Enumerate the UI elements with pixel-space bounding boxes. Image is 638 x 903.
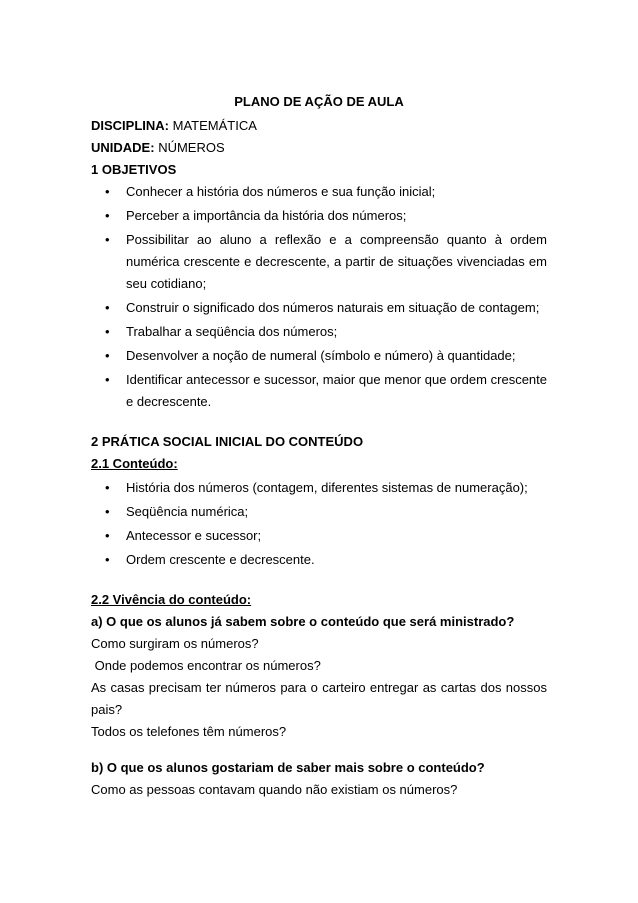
answer-a-4: Todos os telefones têm números? <box>91 724 287 739</box>
list-item <box>91 525 547 547</box>
bullet-icon: • <box>105 528 110 543</box>
list-item <box>91 297 547 319</box>
bullet-icon: • <box>105 480 110 495</box>
list-item-text: Desenvolver a noção de numeral (símbolo e número) à quantidade; <box>126 348 516 363</box>
vivencia-heading: 2.2 Vivência do conteúdo: <box>91 592 252 607</box>
unidade-label: UNIDADE: <box>91 140 155 155</box>
list-item-text: Seqüência numérica; <box>126 504 249 519</box>
bullet-icon: • <box>105 504 110 519</box>
bullet-icon: • <box>105 232 110 247</box>
objetivos-list <box>91 181 547 413</box>
question-a: a) O que os alunos já sabem sobre o conteúdo que será ministrado? <box>91 614 515 629</box>
list-item <box>91 345 547 367</box>
conteudo-heading: 2.1 Conteúdo: <box>91 456 178 471</box>
bullet-icon: • <box>105 300 110 315</box>
list-item-text: Perceber a importância da história dos números; <box>126 208 407 223</box>
list-item <box>91 501 547 523</box>
list-item <box>91 369 547 413</box>
list-item-text: Conhecer a história dos números e sua função inicial; <box>126 184 436 199</box>
disciplina-label: DISCIPLINA: <box>91 118 169 133</box>
list-item-text: Ordem crescente e decrescente. <box>126 552 315 567</box>
list-item <box>91 229 547 295</box>
answer-a-1: Como surgiram os números? <box>91 636 259 651</box>
list-item-text: Antecessor e sucessor; <box>126 528 262 543</box>
unidade-value: NÚMEROS <box>158 140 225 155</box>
list-item <box>91 205 547 227</box>
document-page <box>91 92 547 801</box>
answer-a-3: As casas precisam ter números para o carteiro entregar as cartas dos nossos pais? <box>91 680 547 717</box>
list-item-text: Possibilitar ao aluno a reflexão e a compreensão quanto à ordem numérica crescente e decrescente, a partir de situações vivenciadas em seu cotidiano; <box>126 232 547 291</box>
bullet-icon: • <box>105 348 110 363</box>
bullet-icon: • <box>105 324 110 339</box>
list-item <box>91 477 547 499</box>
bullet-icon: • <box>105 372 110 387</box>
list-item <box>91 549 547 571</box>
list-item <box>91 321 547 343</box>
bullet-icon: • <box>105 184 110 199</box>
bullet-icon: • <box>105 208 110 223</box>
objetivos-heading: 1 OBJETIVOS <box>91 162 177 177</box>
list-item-text: História dos números (contagem, diferentes sistemas de numeração); <box>126 480 528 495</box>
list-item <box>91 181 547 203</box>
answer-a-2: Onde podemos encontrar os números? <box>91 658 321 673</box>
list-item-text: Identificar antecessor e sucessor, maior que menor que ordem crescente e decrescente. <box>126 372 547 409</box>
document-title: PLANO DE AÇÃO DE AULA <box>234 94 404 109</box>
conteudo-list <box>91 477 547 571</box>
disciplina-value: MATEMÁTICA <box>172 118 257 133</box>
disciplina-line <box>91 115 547 137</box>
question-b: b) O que os alunos gostariam de saber mais sobre o conteúdo? <box>91 760 485 775</box>
list-item-text: Construir o significado dos números naturais em situação de contagem; <box>126 300 540 315</box>
answer-b-1: Como as pessoas contavam quando não existiam os números? <box>91 782 458 797</box>
pratica-heading: 2 PRÁTICA SOCIAL INICIAL DO CONTEÚDO <box>91 434 364 449</box>
bullet-icon: • <box>105 552 110 567</box>
unidade-line <box>91 137 547 159</box>
list-item-text: Trabalhar a seqüência dos números; <box>126 324 338 339</box>
